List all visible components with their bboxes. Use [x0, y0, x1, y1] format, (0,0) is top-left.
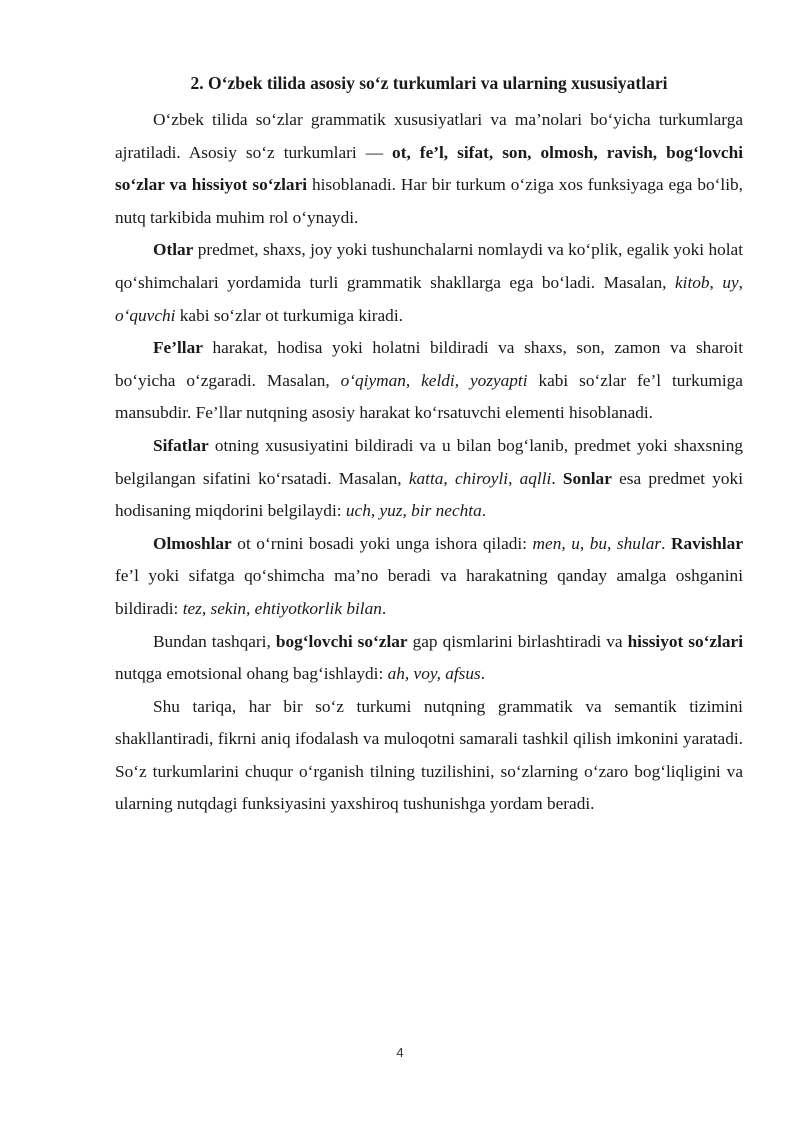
- paragraph-text: .: [480, 664, 486, 684]
- paragraph-verbs: [115, 332, 743, 430]
- italic-example: o‘quvchi: [115, 305, 176, 325]
- italic-example: o‘qiyman, keldi, yozyapti: [340, 370, 528, 390]
- paragraph-text: otning xususiyatini bildiradi va u bilan bog‘lanib, predmet yoki shaxsning belgilangan sifatini ko‘rsatadi. Masalan,: [115, 435, 743, 488]
- paragraph-conclusion: Shu tariqa, har bir so‘z turkumi nutqning grammatik va semantik tizimini shakllantiradi, fikrni aniq ifodalash va muloqotni samarali tashkil qilish imkonini yaratadi. So‘z turkumlarini chuqur o‘rganish tilning tuzilishini, so‘zlarning o‘zaro bog‘liqligini va ularning nutqdagi funksiyasini yaxshiroq tushunishga yordam beradi.: [115, 696, 743, 814]
- paragraph-text: kabi so‘zlar fe’l turkumiga mansubdir. Fe’llar nutqning asosiy harakat ko‘rsatuvchi elementi hisoblanadi.: [115, 370, 743, 423]
- italic-example: men, u, bu, shular: [532, 533, 662, 553]
- paragraph-text: .: [481, 501, 487, 521]
- paragraph-conjunctions: [115, 626, 743, 691]
- page-number: 4: [396, 1045, 404, 1060]
- paragraph-text: kabi so‘zlar ot turkumiga kiradi.: [175, 305, 403, 325]
- separator: ,: [738, 272, 743, 292]
- paragraph-text: .: [381, 598, 387, 618]
- paragraph-text: harakat, hodisa yoki holatni bildiradi va shaxs, son, zamon va sharoit bo‘yicha o‘zgaradi. Masalan,: [115, 338, 743, 390]
- paragraph-text: O‘zbek tilida so‘zlar grammatik xususiyatlari va ma’nolari bo‘yicha turkumlarga ajratiladi. Asosiy so‘z turkumlari —: [115, 110, 743, 162]
- paragraph-intro: [115, 104, 743, 234]
- bold-term: Fe’llar: [153, 338, 203, 358]
- bold-term: bog‘lovchi so‘zlar: [275, 631, 408, 651]
- bold-term: Ravishlar: [670, 533, 743, 553]
- italic-example: uch, yuz, bir nechta: [345, 501, 482, 521]
- bold-term: Sonlar: [562, 468, 612, 488]
- paragraph-text: hisoblanadi. Har bir turkum o‘ziga xos funksiyaga ega bo‘lib, nutq tarkibida muhim rol o‘ynaydi.: [115, 175, 743, 227]
- paragraph-text: gap qismlarini birlashtiradi va: [407, 631, 628, 651]
- bold-term: Otlar: [153, 240, 194, 260]
- italic-example: tez, sekin, ehtiyotkorlik bilan: [182, 598, 382, 618]
- bold-term: hissiyot so‘zlari: [627, 631, 743, 651]
- paragraph-text: .: [661, 533, 671, 553]
- bold-term: Olmoshlar: [153, 533, 232, 553]
- paragraph-text: ot o‘rnini bosadi yoki unga ishora qiladi:: [231, 533, 533, 553]
- italic-example: kitob: [674, 272, 710, 292]
- italic-example: katta, chiroyli, aqlli: [408, 468, 552, 488]
- document-body: [115, 104, 743, 821]
- bold-term: Sifatlar: [153, 435, 209, 455]
- paragraph-text: fe’l yoki sifatga qo‘shimcha ma’no beradi va harakatning qanday amalga oshganini bildiradi:: [115, 566, 743, 618]
- paragraph-text: nutqga emotsional ohang bag‘ishlaydi:: [115, 664, 388, 684]
- paragraph-text: Bundan tashqari,: [153, 631, 276, 651]
- paragraph-text: esa predmet yoki hodisaning miqdorini belgilaydi:: [115, 468, 743, 521]
- paragraph-text: predmet, shaxs, joy yoki tushunchalarni nomlaydi va ko‘plik, egalik yoki holat qo‘shimchalari yordamida turli grammatik shakllarga ega bo‘ladi. Masalan,: [115, 240, 743, 292]
- paragraph-text: .: [551, 468, 563, 488]
- paragraph-pronouns: [115, 528, 743, 626]
- bold-term: ot, fe’l, sifat, son, olmosh, ravish, bog‘lovchi so‘zlar va hissiyot so‘zlari: [115, 142, 743, 195]
- italic-example: ah, voy, afsus: [387, 664, 481, 684]
- separator: ,: [709, 272, 723, 292]
- italic-example: uy: [722, 272, 739, 292]
- paragraph-nouns: [115, 234, 743, 332]
- section-heading: 2. O‘zbek tilida asosiy so‘z turkumlari va ularning xususiyatlari: [190, 73, 668, 93]
- paragraph-adjectives: [115, 430, 743, 528]
